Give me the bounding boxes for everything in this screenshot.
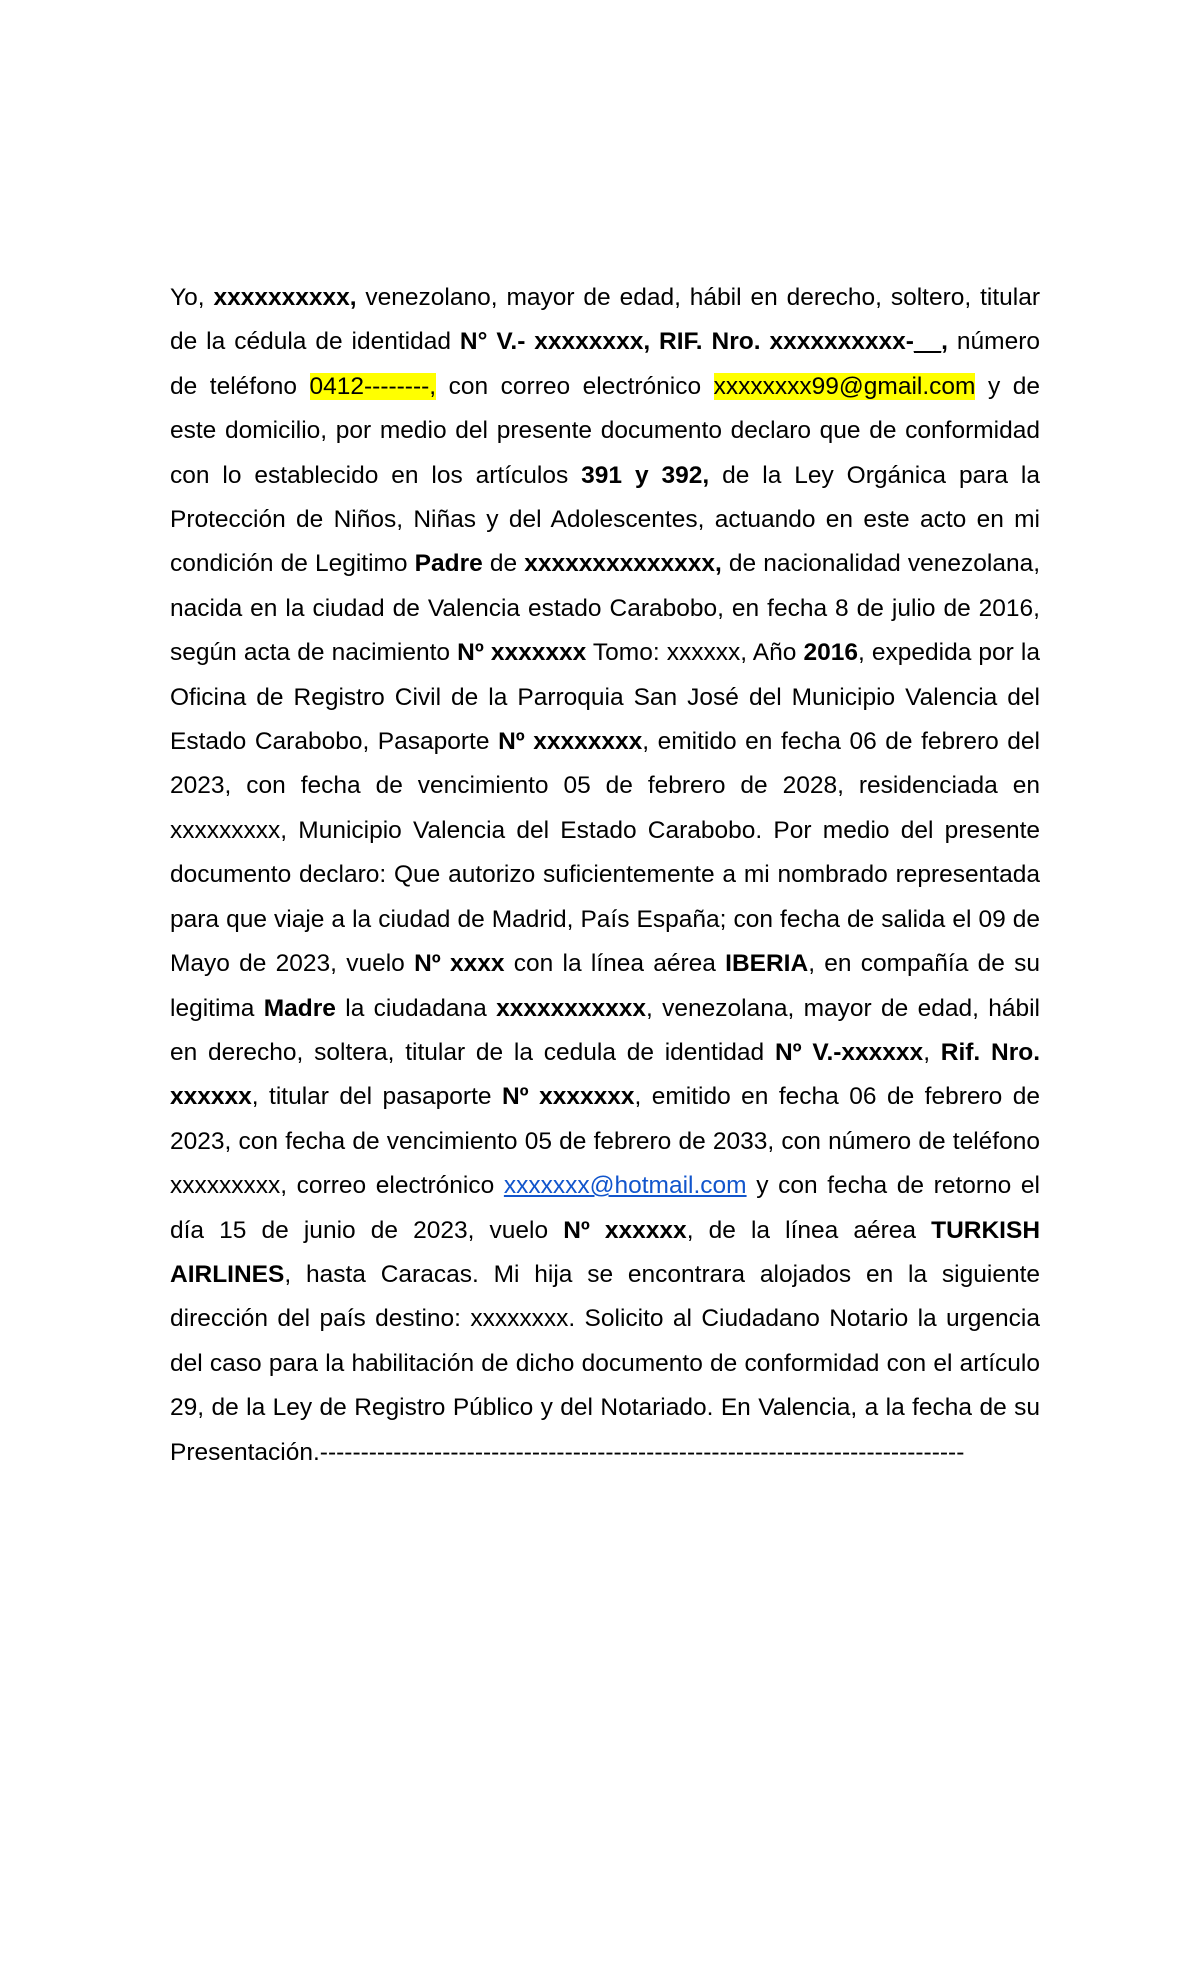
highlighted-text-segment: 0412--------,: [309, 372, 437, 400]
text-segment: , titular del pasaporte: [251, 1083, 502, 1111]
text-segment: Yo,: [170, 284, 214, 311]
text-segment: , expedida por la Oficina de Registro Civil de la Parroquia San José del Municipio Valencia del Estado Carabobo, Pasaporte: [170, 639, 1040, 756]
text-segment: , de la línea aérea: [686, 1216, 932, 1244]
bold-text-segment: Nº xxxxxxx: [457, 639, 587, 667]
bold-text-segment: Nº xxxxxxx: [501, 1083, 635, 1111]
text-segment: la ciudadana: [335, 994, 497, 1022]
bold-text-segment: Madre: [263, 994, 336, 1022]
bold-underlined-text-segment: __: [913, 328, 942, 356]
bold-text-segment: Nº xxxx: [414, 950, 505, 978]
bold-text-segment: Rif. Nro. xxxxxx: [170, 1038, 1040, 1111]
text-segment: de: [482, 550, 525, 578]
text-segment: de la Ley Orgánica para la Protección de Niños, Niñas y del Adolescentes, actuando en este acto en mi condición de Legitimo: [170, 461, 1040, 578]
bold-text-segment: 391 y 392,: [581, 461, 710, 489]
text-segment: , venezolana, mayor de edad, hábil en derecho, soltera, titular de la cedula de identidad: [170, 994, 1040, 1066]
text-segment: Tomo: xxxxxx, Año: [586, 639, 804, 667]
text-segment: venezolano, mayor de edad, hábil en derecho, soltero, titular de la cédula de identidad: [170, 284, 1040, 356]
bold-text-segment: xxxxxxxxxxxxxx,: [524, 550, 722, 578]
text-segment: con la línea aérea: [504, 950, 726, 978]
text-segment: ,: [923, 1038, 941, 1066]
bold-text-segment: xxxxxxxxxx,: [213, 284, 357, 311]
bold-text-segment: IBERIA: [725, 950, 809, 978]
bold-text-segment: N° V.- xxxxxxxx, RIF. Nro. xxxxxxxxxx-: [459, 328, 914, 356]
bold-text-segment: Padre: [414, 550, 483, 578]
bold-text-segment: TURKISH AIRLINES: [170, 1216, 1041, 1288]
text-segment: , emitido en fecha 06 de febrero de 2023, con fecha de vencimiento 05 de febrero de 2033, con número de teléfono xxxxxxxxx, correo electrónico: [170, 1083, 1040, 1200]
bold-text-segment: Nº V.-xxxxxx: [774, 1038, 924, 1066]
bold-text-segment: ,: [941, 328, 948, 356]
bold-text-segment: Nº xxxxxx: [563, 1216, 687, 1244]
bold-text-segment: Nº xxxxxxxx: [498, 728, 643, 756]
highlighted-text-segment: xxxxxxxx99@gmail.com: [713, 372, 976, 400]
authorization-letter-body: [170, 276, 1040, 1475]
bold-text-segment: 2016: [803, 639, 858, 667]
text-segment: con correo electrónico: [436, 372, 714, 400]
bold-text-segment: xxxxxxxxxxx: [496, 994, 646, 1022]
text-segment: y con fecha de retorno el día 15 de junio de 2023, vuelo: [170, 1172, 1040, 1244]
text-segment: , en compañía de su legitima: [170, 950, 1040, 1022]
text-segment: , hasta Caracas. Mi hija se encontrara alojados en la siguiente dirección del país destino: xxxxxxxx. Solicito al Ciudadano Notario la urgencia del caso para la habilitación de dicho documento de conformidad con el artículo 29, de la Ley de Registro Público y del Notariado. En Valencia, a la fecha de su Presentación.-------------------------------------------------------------------------------: [170, 1260, 1040, 1466]
email-link[interactable]: xxxxxxx@hotmail.com: [503, 1172, 747, 1200]
text-segment: número de teléfono: [170, 328, 1040, 400]
text-segment: y de este domicilio, por medio del presente documento declaro que de conformidad con lo establecido en los artículos: [170, 372, 1040, 489]
text-segment: de nacionalidad venezolana, nacida en la ciudad de Valencia estado Carabobo, en fecha 8 de julio de 2016, según acta de nacimiento: [170, 550, 1041, 667]
text-segment: , emitido en fecha 06 de febrero del 2023, con fecha de vencimiento 05 de febrero de 2028, residenciada en xxxxxxxxx, Municipio Valencia del Estado Carabobo. Por medio del presente documento declaro: Que autorizo suficientemente a mi nombrado representada para que viaje a la ciudad de Madrid, País España; con fecha de salida el 09 de Mayo de 2023, vuelo: [170, 728, 1040, 978]
